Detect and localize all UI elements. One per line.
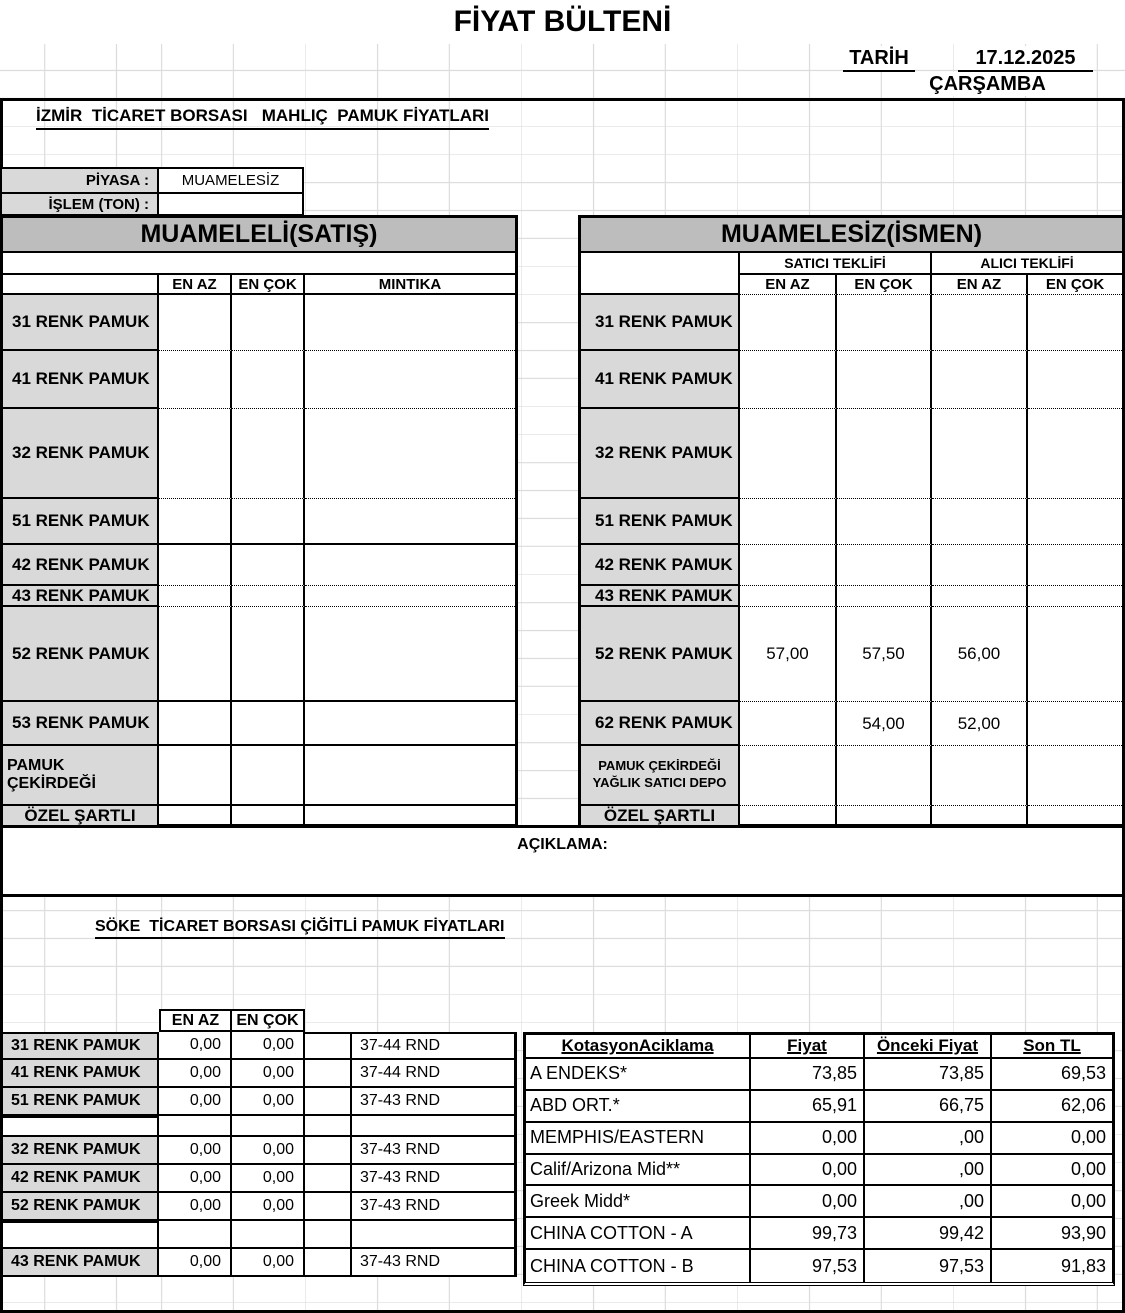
kotasyon-table (523, 1032, 1115, 1286)
rnd-cell: 37-44 RND (352, 1060, 517, 1088)
col-header-en-az: EN AZ (159, 275, 232, 295)
row-label: 43 RENK PAMUK (3, 586, 159, 607)
price-cell (159, 295, 232, 351)
col-header-en-az: EN AZ (159, 1009, 232, 1032)
row-label: ÖZEL ŞARTLI (3, 806, 159, 826)
price-cell (1028, 607, 1122, 702)
kotasyon-value: 0,00 (992, 1123, 1112, 1155)
spacer-row (3, 253, 515, 275)
rnd-cell: 37-43 RND (352, 1088, 517, 1116)
price-cell (932, 586, 1028, 607)
corner-cell (581, 253, 740, 275)
price-cell (932, 499, 1028, 545)
price-cell (837, 545, 932, 586)
price-cell (740, 409, 837, 499)
price-cell (1028, 746, 1122, 806)
price-cell (740, 702, 837, 746)
price-cell: 0,00 (159, 1249, 232, 1277)
price-cell (837, 806, 932, 826)
piyasa-value: MUAMELESİZ (157, 167, 304, 194)
empty-row-cell (0, 1116, 159, 1137)
muamelesiz-title: MUAMELESİZ(İSMEN) (581, 218, 1122, 253)
piyasa-label: PİYASA : (0, 167, 159, 194)
row-label: 41 RENK PAMUK (581, 351, 740, 409)
col-header-en-cok: EN ÇOK (837, 275, 932, 295)
kotasyon-value: 65,91 (751, 1091, 865, 1123)
kotasyon-name: CHINA COTTON - B (526, 1250, 751, 1282)
rnd-cell: 37-43 RND (352, 1193, 517, 1221)
kotasyon-value: ,00 (865, 1186, 992, 1218)
mintika-cell (305, 586, 515, 607)
spacer-cell (305, 1032, 352, 1060)
col-header-son-tl: Son TL (992, 1035, 1112, 1059)
kotasyon-value: 91,83 (1060, 1255, 1106, 1276)
price-cell (740, 746, 837, 806)
rnd-cell: 37-43 RND (352, 1137, 517, 1165)
price-cell (232, 499, 305, 545)
col-header-fiyat: Fiyat (751, 1035, 865, 1059)
empty-row-cell (352, 1116, 517, 1137)
row-label-line1: PAMUK ÇEKİRDEĞİ (598, 758, 721, 774)
date-value: 17.12.2025 (958, 46, 1093, 72)
row-label: 42 RENK PAMUK (581, 545, 740, 586)
kotasyon-value: 99,73 (751, 1218, 865, 1250)
price-cell: 0,00 (232, 1060, 305, 1088)
price-cell: 56,00 (932, 607, 1028, 702)
price-cell: 0,00 (159, 1060, 232, 1088)
price-cell (1028, 409, 1122, 499)
price-cell (159, 409, 232, 499)
kotasyon-value: 0,00 (992, 1155, 1112, 1187)
price-cell: 0,00 (159, 1088, 232, 1116)
kotasyon-value: 73,85 (751, 1059, 865, 1091)
price-cell (1028, 702, 1122, 746)
spacer-cell (305, 1060, 352, 1088)
col-header-en-az: EN AZ (932, 275, 1028, 295)
rnd-cell: 37-44 RND (352, 1032, 517, 1060)
price-cell: 0,00 (232, 1032, 305, 1060)
row-label: 52 RENK PAMUK (581, 607, 740, 702)
weekday-label: ÇARŞAMBA (900, 72, 1075, 96)
col-header-en-cok: EN ÇOK (232, 275, 305, 295)
soke-section-heading: SÖKE TİCARET BORSASI ÇİĞİTLİ PAMUK FİYATLARI (95, 918, 505, 939)
price-cell (1028, 499, 1122, 545)
price-cell: 0,00 (159, 1165, 232, 1193)
empty-row-cell (232, 1116, 305, 1137)
mintika-cell (305, 545, 515, 586)
price-cell (232, 409, 305, 499)
row-label: 43 RENK PAMUK (0, 1249, 159, 1277)
row-label: 42 RENK PAMUK (3, 545, 159, 586)
empty-row-cell (232, 1221, 305, 1249)
price-cell (159, 746, 232, 806)
price-cell (932, 806, 1028, 826)
price-cell: 0,00 (159, 1193, 232, 1221)
kotasyon-value: 0,00 (751, 1123, 865, 1155)
col-header-en-cok: EN ÇOK (1028, 275, 1122, 295)
row-label: 32 RENK PAMUK (0, 1137, 159, 1165)
muameleli-table (0, 215, 518, 827)
row-label: 62 RENK PAMUK (581, 702, 740, 746)
price-cell (837, 746, 932, 806)
price-cell (740, 351, 837, 409)
row-label: 41 RENK PAMUK (0, 1060, 159, 1088)
price-cell: 0,00 (159, 1137, 232, 1165)
izmir-section-heading: İZMİR TİCARET BORSASI MAHLIÇ PAMUK FİYATLARI (36, 106, 489, 130)
mintika-cell (305, 607, 515, 702)
mintika-cell (305, 746, 515, 806)
mintika-cell (305, 351, 515, 409)
kotasyon-value: ,00 (865, 1155, 992, 1187)
price-cell (232, 586, 305, 607)
kotasyon-value: 93,90 (992, 1218, 1112, 1250)
corner-cell (0, 1009, 159, 1032)
mintika-cell (305, 702, 515, 746)
col-header-onceki-fiyat: Önceki Fiyat (865, 1035, 992, 1059)
kotasyon-name: A ENDEKS* (526, 1059, 751, 1091)
corner-cell (3, 275, 159, 295)
empty-row-cell (305, 1221, 352, 1249)
kotasyon-value: 0,00 (751, 1155, 865, 1187)
price-cell (159, 586, 232, 607)
empty-row-cell (0, 1221, 159, 1249)
page-title: FİYAT BÜLTENİ (0, 0, 1125, 44)
kotasyon-name: ABD ORT.* (526, 1091, 751, 1123)
price-cell (740, 499, 837, 545)
mintika-cell (305, 806, 515, 826)
price-cell (932, 351, 1028, 409)
price-cell (232, 702, 305, 746)
price-cell (740, 806, 837, 826)
row-label: 53 RENK PAMUK (3, 702, 159, 746)
kotasyon-value: 0,00 (992, 1186, 1112, 1218)
kotasyon-name: Calif/Arizona Mid** (526, 1155, 751, 1187)
aciklama-box (0, 825, 1125, 897)
row-label: 31 RENK PAMUK (0, 1032, 159, 1060)
spacer-cell (305, 1249, 352, 1277)
price-cell (932, 545, 1028, 586)
islem-ton-value (157, 192, 304, 216)
row-label: 31 RENK PAMUK (3, 295, 159, 351)
price-cell (837, 409, 932, 499)
satici-teklifi-header: SATICI TEKLİFİ (740, 253, 932, 275)
spacer-cell (305, 1137, 352, 1165)
price-cell (932, 746, 1028, 806)
price-cell (932, 409, 1028, 499)
kotasyon-value: 69,53 (992, 1059, 1112, 1091)
price-cell (232, 545, 305, 586)
price-cell: 52,00 (932, 702, 1028, 746)
price-cell (740, 545, 837, 586)
spacer-cell (305, 1165, 352, 1193)
muamelesiz-table (578, 215, 1125, 827)
price-cell (837, 499, 932, 545)
muameleli-title: MUAMELELİ(SATIŞ) (3, 218, 515, 253)
price-cell (740, 586, 837, 607)
price-cell (837, 351, 932, 409)
row-label: 31 RENK PAMUK (581, 295, 740, 351)
kotasyon-value: 99,42 (865, 1218, 992, 1250)
row-label (581, 746, 740, 806)
price-cell (232, 295, 305, 351)
col-header-kotasyon: KotasyonAciklama (526, 1035, 751, 1059)
price-cell: 0,00 (232, 1165, 305, 1193)
price-cell (1028, 351, 1122, 409)
col-header-en-az: EN AZ (740, 275, 837, 295)
price-cell (1028, 545, 1122, 586)
price-cell: 0,00 (232, 1193, 305, 1221)
price-cell (232, 806, 305, 826)
soke-table (0, 1009, 517, 1277)
kotasyon-name: Greek Midd* (526, 1186, 751, 1218)
empty-row-cell (352, 1221, 517, 1249)
col-header-mintika: MINTIKA (305, 275, 515, 295)
price-cell (1028, 295, 1122, 351)
islem-ton-label: İŞLEM (TON) : (0, 192, 159, 216)
price-cell: 0,00 (232, 1088, 305, 1116)
empty-row-cell (159, 1116, 232, 1137)
alici-teklifi-header: ALICI TEKLİFİ (932, 253, 1122, 275)
kotasyon-value: 97,53 (865, 1250, 992, 1282)
spacer-cell (305, 1193, 352, 1221)
price-cell (159, 806, 232, 826)
price-cell: 0,00 (159, 1032, 232, 1060)
col-header-en-cok: EN ÇOK (232, 1009, 305, 1032)
row-label: 32 RENK PAMUK (581, 409, 740, 499)
mintika-cell (305, 499, 515, 545)
aciklama-label: AÇIKLAMA: (517, 836, 608, 853)
corner-cell (581, 275, 740, 295)
row-label: 51 RENK PAMUK (0, 1088, 159, 1116)
kotasyon-value: 0,00 (751, 1186, 865, 1218)
empty-row-cell (159, 1221, 232, 1249)
price-cell (159, 351, 232, 409)
row-label: 32 RENK PAMUK (3, 409, 159, 499)
price-cell: 0,00 (232, 1137, 305, 1165)
kotasyon-value: 62,06 (992, 1091, 1112, 1123)
kotasyon-name: MEMPHIS/EASTERN (526, 1123, 751, 1155)
price-cell (932, 295, 1028, 351)
price-cell: 57,50 (837, 607, 932, 702)
price-cell (159, 702, 232, 746)
empty-row-cell (305, 1116, 352, 1137)
price-cell (159, 545, 232, 586)
price-cell: 54,00 (837, 702, 932, 746)
row-label: 52 RENK PAMUK (0, 1193, 159, 1221)
kotasyon-value: 66,75 (865, 1091, 992, 1123)
kotasyon-value: 97,53 (751, 1250, 865, 1282)
spacer-cell (305, 1088, 352, 1116)
price-cell (837, 295, 932, 351)
mintika-cell (305, 295, 515, 351)
price-cell (232, 351, 305, 409)
price-cell (837, 586, 932, 607)
price-cell (740, 295, 837, 351)
row-label: 42 RENK PAMUK (0, 1165, 159, 1193)
row-label: 43 RENK PAMUK (581, 586, 740, 607)
row-label: 51 RENK PAMUK (581, 499, 740, 545)
kotasyon-name: CHINA COTTON - A (526, 1218, 751, 1250)
price-cell (232, 746, 305, 806)
mintika-cell (305, 409, 515, 499)
price-cell (159, 499, 232, 545)
date-label: TARİH (843, 46, 915, 72)
price-cell (1028, 806, 1122, 826)
rnd-cell: 37-43 RND (352, 1249, 517, 1277)
row-label-line2: YAĞLIK SATICI DEPO (592, 775, 727, 790)
row-label: 52 RENK PAMUK (3, 607, 159, 702)
rnd-cell: 37-43 RND (352, 1165, 517, 1193)
row-label: 51 RENK PAMUK (3, 499, 159, 545)
price-cell (232, 607, 305, 702)
kotasyon-value: 73,85 (865, 1059, 992, 1091)
price-cell (1028, 586, 1122, 607)
price-cell: 57,00 (740, 607, 837, 702)
row-label: ÖZEL ŞARTLI (581, 806, 740, 826)
row-label: PAMUK ÇEKİRDEĞİ (3, 746, 159, 806)
kotasyon-value: ,00 (865, 1123, 992, 1155)
row-label: 41 RENK PAMUK (3, 351, 159, 409)
price-cell: 0,00 (232, 1249, 305, 1277)
price-cell (159, 607, 232, 702)
